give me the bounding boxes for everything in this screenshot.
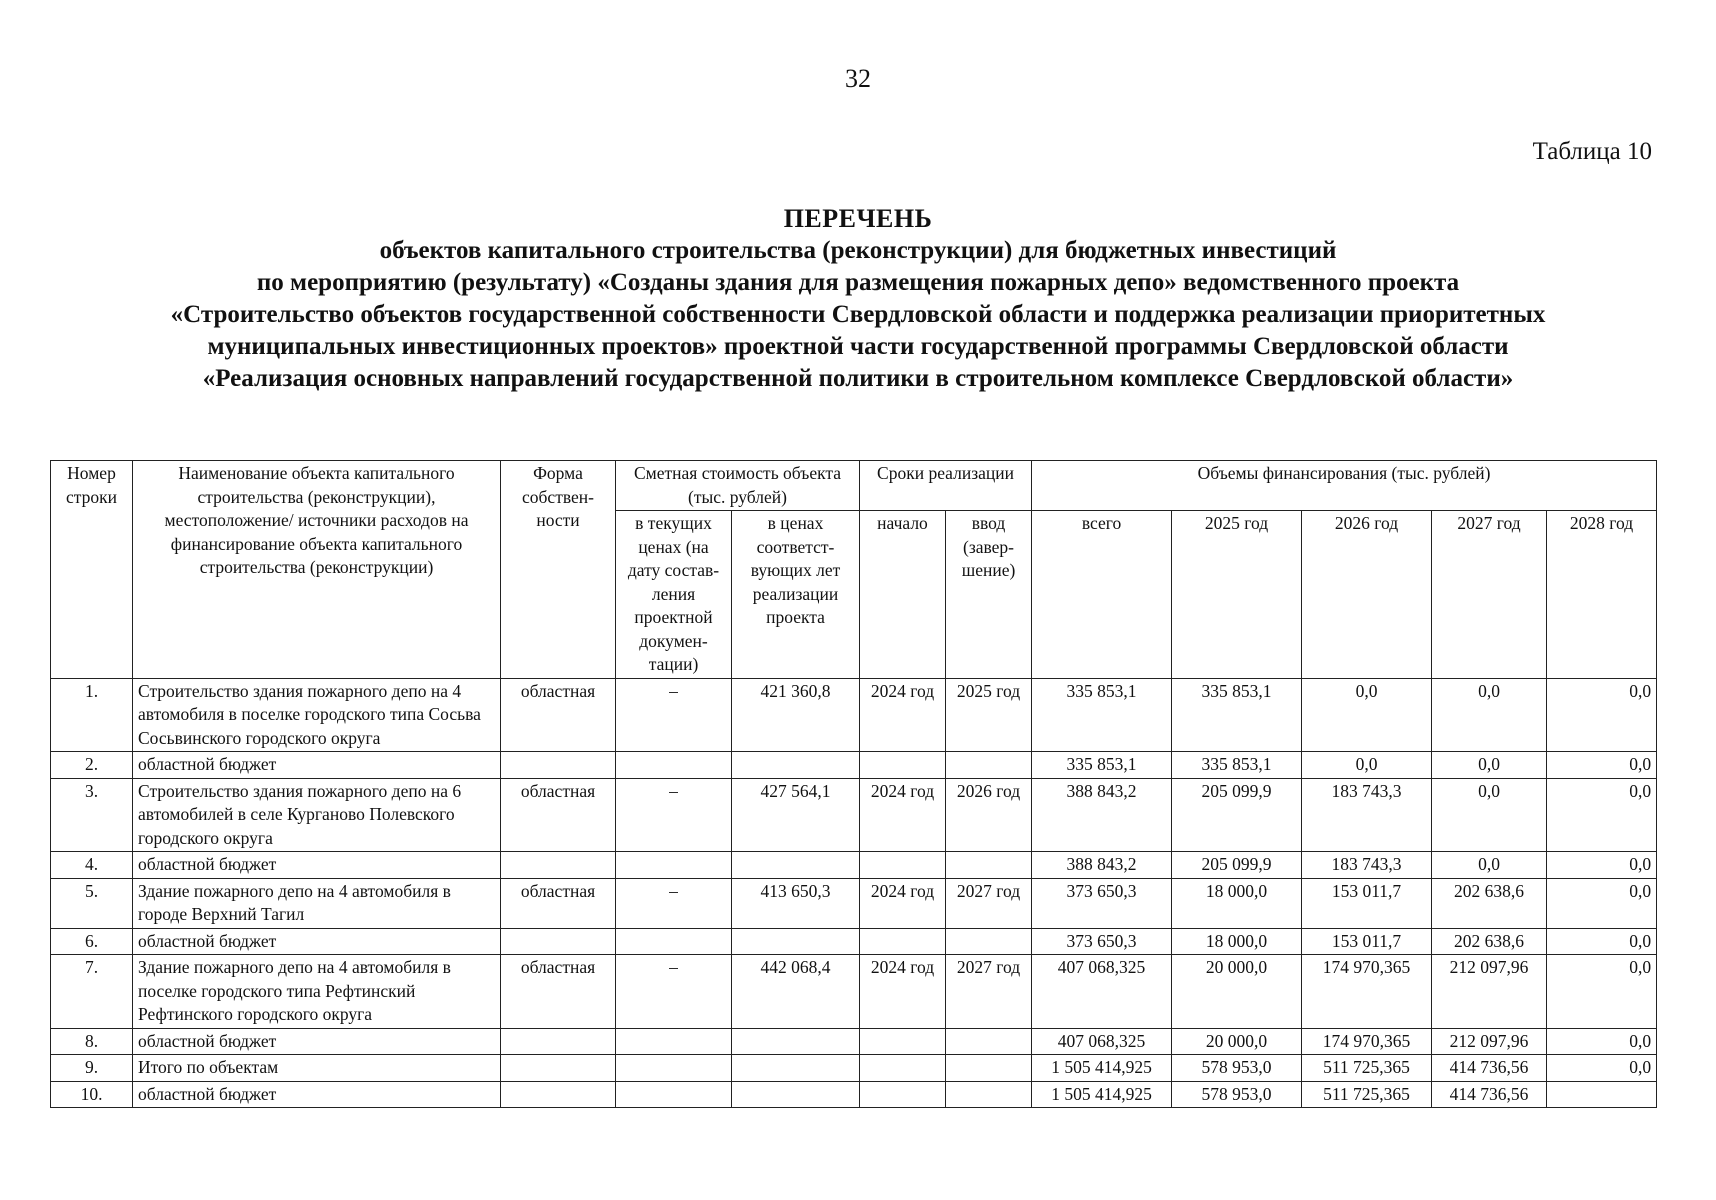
estimate-years-cell [732,1055,860,1082]
term-end-cell: 2026 год [946,778,1032,852]
table-row [51,678,1657,752]
year-2025-cell: 578 953,0 [1172,1081,1302,1108]
table-row [51,852,1657,879]
year-2026-cell: 511 725,365 [1302,1081,1432,1108]
year-2027-cell: 212 097,96 [1432,1028,1547,1055]
term-start-cell: 2024 год [860,955,946,1029]
year-2028-cell: 0,0 [1547,778,1657,852]
year-2026-cell: 153 011,7 [1302,928,1432,955]
header-estimate-current: в текущих ценах (на дату состав-ления проектной докумен-тации) [616,511,732,679]
table-row [51,955,1657,1029]
term-start-cell [860,1081,946,1108]
year-2027-cell: 414 736,56 [1432,1081,1547,1108]
year-2026-cell: 153 011,7 [1302,878,1432,928]
year-2028-cell: 0,0 [1547,1055,1657,1082]
header-year-2027: 2027 год [1432,511,1547,679]
estimate-years-cell: 421 360,8 [732,678,860,752]
ownership-cell [501,852,616,879]
ownership-cell: областная [501,678,616,752]
header-year-2025: 2025 год [1172,511,1302,679]
term-end-cell: 2027 год [946,955,1032,1029]
year-2026-cell: 183 743,3 [1302,852,1432,879]
table-row [51,778,1657,852]
year-2025-cell: 205 099,9 [1172,852,1302,879]
term-end-cell [946,1028,1032,1055]
year-2027-cell: 0,0 [1432,752,1547,779]
year-2027-cell: 0,0 [1432,778,1547,852]
row-number-cell: 6. [51,928,133,955]
heading-line: муниципальных инвестиционных проектов» проектной части государственной программы Свердловской области [207,333,1509,360]
term-start-cell [860,752,946,779]
term-end-cell [946,852,1032,879]
year-2025-cell: 18 000,0 [1172,928,1302,955]
object-name-cell: Строительство здания пожарного депо на 4 автомобиля в поселке городского типа Сосьва Сосьвинского городского округа [133,678,501,752]
object-name-cell: областной бюджет [133,1081,501,1108]
estimate-current-cell [616,752,732,779]
row-number-cell: 7. [51,955,133,1029]
total-cell: 335 853,1 [1032,752,1172,779]
estimate-years-cell: 442 068,4 [732,955,860,1029]
ownership-cell [501,752,616,779]
row-number-cell: 2. [51,752,133,779]
table-row [51,1081,1657,1108]
row-number-cell: 9. [51,1055,133,1082]
total-cell: 407 068,325 [1032,955,1172,1029]
row-number-cell: 1. [51,678,133,752]
object-name-cell: Здание пожарного депо на 4 автомобиля в поселке городского типа Рефтинский Рефтинского городского округа [133,955,501,1029]
header-estimate-group: Сметная стоимость объекта (тыс. рублей) [616,461,860,511]
document-heading [0,203,1716,395]
heading-line: «Строительство объектов государственной собственности Свердловской области и поддержка реализации приоритетных [170,301,1546,328]
year-2026-cell: 511 725,365 [1302,1055,1432,1082]
ownership-cell [501,1081,616,1108]
estimate-years-cell [732,752,860,779]
term-start-cell: 2024 год [860,878,946,928]
header-terms-group: Сроки реализации [860,461,1032,511]
ownership-cell: областная [501,878,616,928]
term-start-cell [860,1028,946,1055]
year-2027-cell: 212 097,96 [1432,955,1547,1029]
heading-line: по мероприятию (результату) «Созданы здания для размещения пожарных депо» ведомственного проекта [256,269,1460,296]
header-year-2026: 2026 год [1302,511,1432,679]
total-cell: 335 853,1 [1032,678,1172,752]
header-funding-group: Объемы финансирования (тыс. рублей) [1032,461,1657,511]
header-object-name: Наименование объекта капитального строительства (реконструкции), местоположение/ источники расходов на финансирование объекта капитального строительства (реконструкции) [133,461,501,679]
estimate-current-cell: – [616,678,732,752]
page-number: 32 [845,64,871,93]
ownership-cell [501,928,616,955]
total-cell: 1 505 414,925 [1032,1081,1172,1108]
estimate-current-cell [616,1055,732,1082]
row-number-cell: 4. [51,852,133,879]
term-start-cell [860,1055,946,1082]
row-number-cell: 10. [51,1081,133,1108]
estimate-current-cell: – [616,955,732,1029]
term-start-cell: 2024 год [860,678,946,752]
ownership-cell [501,1055,616,1082]
term-end-cell [946,1055,1032,1082]
ownership-cell [501,1028,616,1055]
year-2025-cell: 335 853,1 [1172,752,1302,779]
estimate-current-cell [616,1081,732,1108]
year-2027-cell: 202 638,6 [1432,878,1547,928]
term-start-cell [860,852,946,879]
estimate-current-cell [616,1028,732,1055]
table-row [51,928,1657,955]
heading-line: «Реализация основных направлений государственной политики в строительном комплексе Свердловской области» [202,365,1514,392]
estimate-years-cell [732,1081,860,1108]
year-2025-cell: 335 853,1 [1172,678,1302,752]
year-2028-cell: 0,0 [1547,1028,1657,1055]
year-2028-cell: 0,0 [1547,928,1657,955]
year-2025-cell: 578 953,0 [1172,1055,1302,1082]
object-name-cell: областной бюджет [133,752,501,779]
estimate-years-cell [732,1028,860,1055]
table-row [51,1028,1657,1055]
year-2025-cell: 20 000,0 [1172,955,1302,1029]
table-label: Таблица 10 [1532,138,1652,165]
header-row-number: Номер строки [51,461,133,679]
estimate-years-cell: 413 650,3 [732,878,860,928]
total-cell: 373 650,3 [1032,878,1172,928]
table-row [51,878,1657,928]
object-name-cell: Строительство здания пожарного депо на 6 автомобилей в селе Курганово Полевского городского округа [133,778,501,852]
object-name-cell: областной бюджет [133,928,501,955]
header-estimate-years: в ценах соответст-вующих лет реализации проекта [732,511,860,679]
object-name-cell: Итого по объектам [133,1055,501,1082]
header-year-2028: 2028 год [1547,511,1657,679]
year-2028-cell: 0,0 [1547,852,1657,879]
year-2026-cell: 183 743,3 [1302,778,1432,852]
estimate-years-cell [732,928,860,955]
row-number-cell: 5. [51,878,133,928]
ownership-cell: областная [501,955,616,1029]
term-end-cell [946,1081,1032,1108]
estimate-current-cell [616,928,732,955]
year-2025-cell: 20 000,0 [1172,1028,1302,1055]
total-cell: 388 843,2 [1032,778,1172,852]
object-name-cell: областной бюджет [133,1028,501,1055]
object-name-cell: Здание пожарного депо на 4 автомобиля в городе Верхний Тагил [133,878,501,928]
term-end-cell [946,928,1032,955]
capital-construction-table [50,460,1657,1108]
header-ownership: Форма собствен-ности [501,461,616,679]
year-2028-cell: 0,0 [1547,878,1657,928]
estimate-current-cell [616,852,732,879]
year-2028-cell: 0,0 [1547,678,1657,752]
term-end-cell [946,752,1032,779]
year-2026-cell: 0,0 [1302,752,1432,779]
year-2027-cell: 414 736,56 [1432,1055,1547,1082]
table-row [51,1055,1657,1082]
total-cell: 388 843,2 [1032,852,1172,879]
row-number-cell: 8. [51,1028,133,1055]
year-2028-cell: 0,0 [1547,955,1657,1029]
header-term-start: начало [860,511,946,679]
object-name-cell: областной бюджет [133,852,501,879]
row-number-cell: 3. [51,778,133,852]
total-cell: 1 505 414,925 [1032,1055,1172,1082]
estimate-current-cell: – [616,778,732,852]
total-cell: 407 068,325 [1032,1028,1172,1055]
estimate-years-cell: 427 564,1 [732,778,860,852]
table-row [51,752,1657,779]
year-2025-cell: 18 000,0 [1172,878,1302,928]
year-2027-cell: 0,0 [1432,852,1547,879]
estimate-current-cell: – [616,878,732,928]
table-body [51,678,1657,1108]
heading-line: объектов капитального строительства (реконструкции) для бюджетных инвестиций [379,237,1337,264]
header-total: всего [1032,511,1172,679]
header-term-end: ввод (завер-шение) [946,511,1032,679]
year-2026-cell: 174 970,365 [1302,955,1432,1029]
term-end-cell: 2025 год [946,678,1032,752]
year-2028-cell: 0,0 [1547,752,1657,779]
year-2025-cell: 205 099,9 [1172,778,1302,852]
term-start-cell: 2024 год [860,778,946,852]
total-cell: 373 650,3 [1032,928,1172,955]
ownership-cell: областная [501,778,616,852]
heading-title: ПЕРЕЧЕНЬ [783,204,933,233]
year-2027-cell: 202 638,6 [1432,928,1547,955]
year-2028-cell [1547,1081,1657,1108]
term-end-cell: 2027 год [946,878,1032,928]
year-2026-cell: 0,0 [1302,678,1432,752]
year-2027-cell: 0,0 [1432,678,1547,752]
term-start-cell [860,928,946,955]
year-2026-cell: 174 970,365 [1302,1028,1432,1055]
estimate-years-cell [732,852,860,879]
